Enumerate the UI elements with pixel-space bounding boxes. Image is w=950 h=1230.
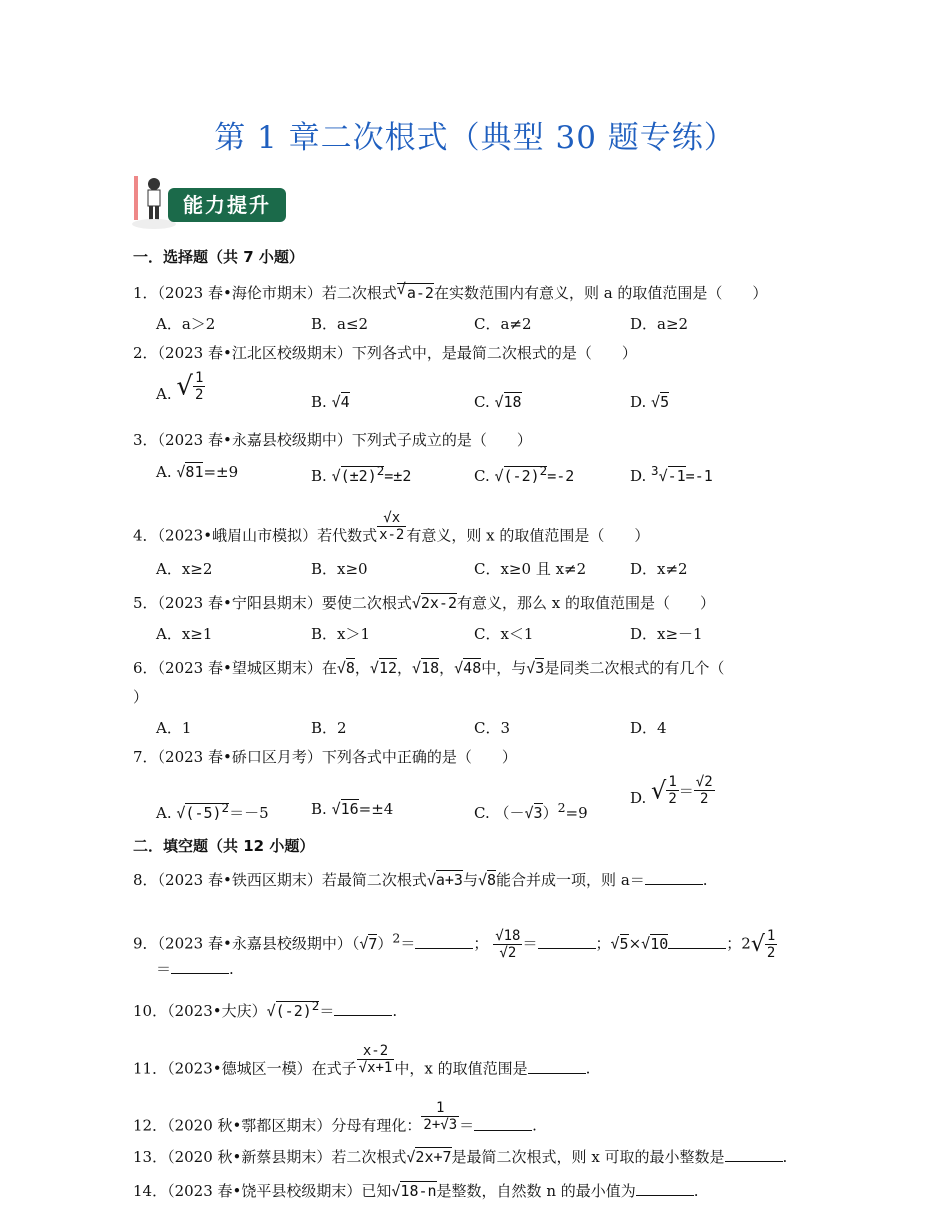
option-b[interactable]: B．x≥0 (311, 560, 368, 578)
option-d[interactable]: D. $^3$√-1=-1 (630, 463, 713, 485)
option-c[interactable]: C. $√(-2)^2=-2$ (474, 463, 575, 485)
option-b[interactable]: B. $√(\pm 2)^2=\pm 2$ (311, 463, 412, 485)
q-number: 1． (133, 284, 158, 302)
question-7: 7．（2023 春•硚口区月考）下列各式中正确的是（ ） (133, 748, 517, 766)
option-b[interactable]: B．x＞1 (311, 625, 371, 643)
question-6: 6．（2023 春•望城区期末）在√8，√12，√18，√48中，与√3是同类二次根式的有几个（ (133, 659, 725, 677)
option-d[interactable]: D. √5 (630, 393, 670, 411)
question-6-close: ） (133, 688, 149, 706)
answer-blank[interactable] (645, 870, 703, 885)
question-11: 11．（2023•德城区一模）在式子 $\frac{x-2}{√x+1}$ 中，x 的取值范围是 . (133, 1043, 591, 1078)
answer-blank[interactable] (474, 1116, 532, 1131)
answer-blank[interactable] (528, 1059, 586, 1074)
q-text-rest: 在实数范围内有意义，则 a 的取值范围是（ ） (433, 284, 768, 302)
question-10: 10．（2023•大庆）$√(-2)^2=$ . (133, 998, 398, 1020)
option-c[interactable]: C. $(-√3)^2=9$ (474, 800, 588, 822)
answer-blank[interactable] (171, 959, 229, 974)
option-a[interactable]: A. √81=±9 (156, 463, 239, 481)
question-3: 3．（2023 春•永嘉县校级期中）下列式子成立的是（ ） (133, 431, 532, 449)
section-heading-fill: 二．填空题（共 12 小题） (133, 837, 315, 855)
option-a[interactable]: A．x≥2 (156, 560, 213, 578)
option-c[interactable]: C．3 (474, 719, 511, 737)
question-8: 8．（2023 春•铁西区期末）若最简二次根式√a+3与√8能合并成一项，则 a＝ . (133, 871, 708, 889)
option-d[interactable]: D．4 (630, 719, 667, 737)
option-c[interactable]: C．x≥0 且 x≠2 (474, 560, 587, 578)
question-5: 5．（2023 春•宁阳县期末）要使二次根式√2x-2有意义，那么 x 的取值范围是（ ） (133, 594, 715, 612)
option-b[interactable]: B．a≤2 (311, 315, 369, 333)
question-2: 2．（2023 春•江北区校级期末）下列各式中，是最简二次根式的是（ ） (133, 344, 637, 362)
ability-badge-label: 能力提升 (168, 188, 286, 222)
answer-blank[interactable] (725, 1147, 783, 1162)
option-c[interactable]: C. √18 (474, 393, 522, 411)
answer-blank[interactable] (415, 934, 473, 949)
question-1 (133, 282, 767, 303)
option-c[interactable]: C．x＜1 (474, 625, 534, 643)
radical: √ a-2 (396, 280, 434, 302)
question-4: 4．（2023•峨眉山市模拟）若代数式 $\frac{√x}{x-2}$ 有意义，则 x 的取值范围是（ ） (133, 510, 650, 545)
option-d[interactable]: D．x≠2 (630, 560, 688, 578)
question-9: 9．（2023 春•永嘉县校级期中）$(√7)^2=$ ； $\frac{√18}{√2}$ ＝ ；√5×√10 ；2√ $\frac{1}{2}$ (133, 928, 776, 961)
option-b[interactable]: B．2 (311, 719, 347, 737)
question-13: 13．（2020 秋•新蔡县期末）若二次根式√2x+7是最简二次根式，则 x 可取的最小整数是 . (133, 1148, 788, 1166)
answer-blank[interactable] (538, 934, 596, 949)
option-c[interactable]: C．a≠2 (474, 315, 532, 333)
question-14: 14．（2023 春•饶平县校级期末）已知√18-n是整数，自然数 n 的最小值为 . (133, 1182, 699, 1200)
question-9-line2: ＝ . (156, 960, 234, 978)
answer-blank[interactable] (334, 1001, 392, 1016)
option-b[interactable]: B. √4 (311, 393, 350, 411)
answer-blank[interactable] (668, 934, 726, 949)
option-a[interactable]: A．a＞2 (156, 315, 216, 333)
option-a[interactable]: A．1 (156, 719, 192, 737)
option-a[interactable]: A．x≥1 (156, 625, 213, 643)
option-d[interactable]: D. √ $\frac{1}{2}$ ＝ $\frac{√2}{2}$ (630, 774, 713, 807)
option-b[interactable]: B. √16=±4 (311, 800, 394, 818)
option-a[interactable]: A. √ $\frac{1}{2}$ (156, 370, 204, 403)
question-12: 12．（2020 秋•鄠都区期末）分母有理化： $\frac{1}{2+√3}$ ＝ . (133, 1100, 537, 1135)
answer-blank[interactable] (636, 1181, 694, 1196)
option-d[interactable]: D．x≥－1 (630, 625, 703, 643)
option-d[interactable]: D．a≥2 (630, 315, 689, 333)
section-heading-choice: 一．选择题（共 7 小题） (133, 248, 304, 266)
q-text: （2023 春•海伦市期末）若二次根式 (157, 284, 397, 302)
section-badge (130, 170, 290, 232)
page-title: 第 1 章二次根式（典型 30 题专练） (214, 120, 736, 156)
option-a[interactable]: A. $√(-5)^2=-5$ (156, 800, 269, 822)
